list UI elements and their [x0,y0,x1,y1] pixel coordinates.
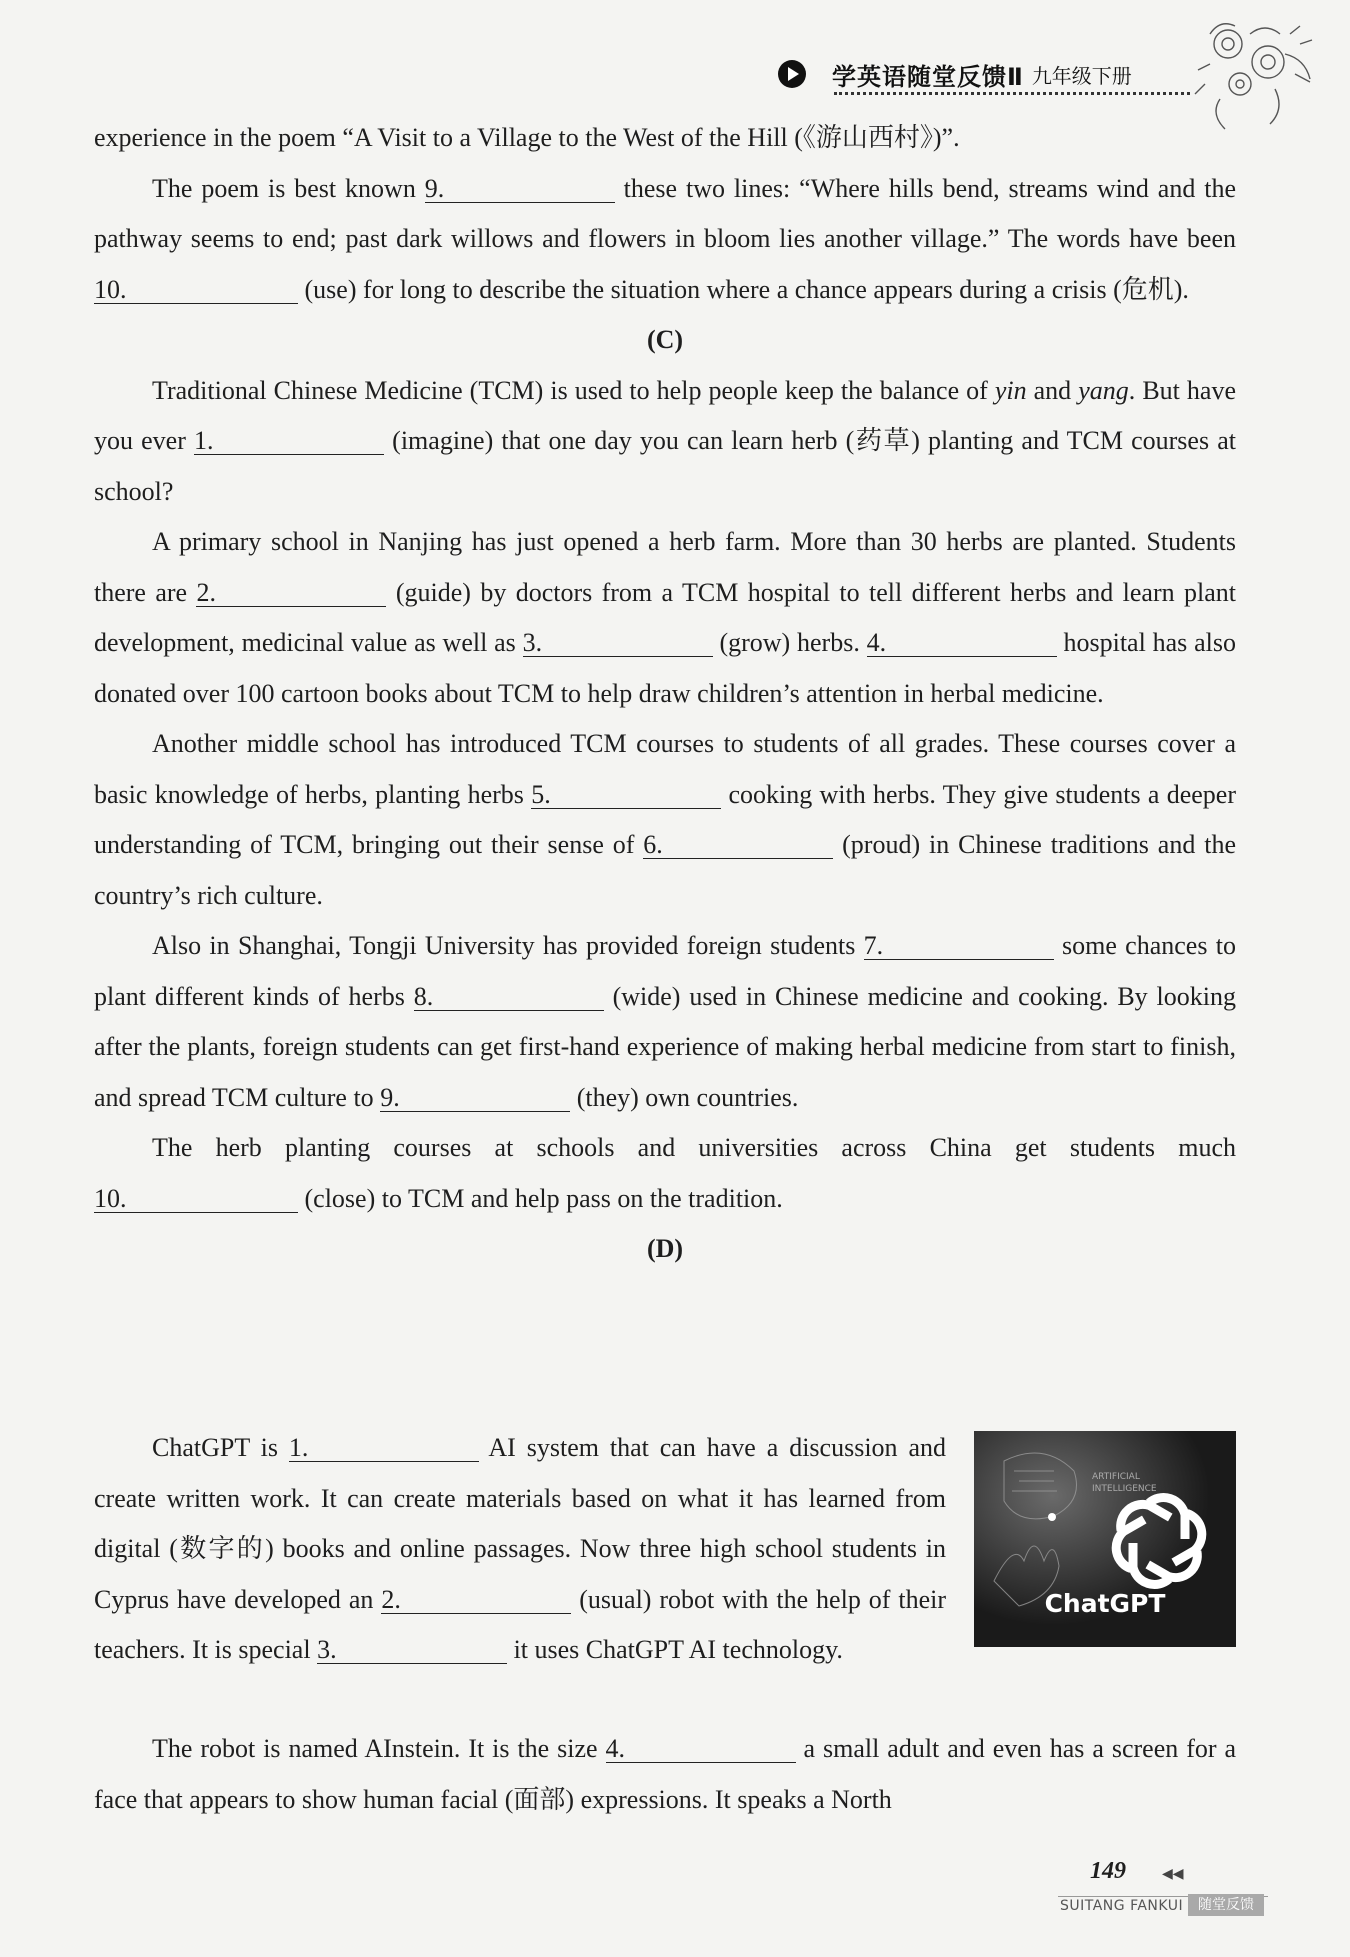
text-run: some chances to plant different kinds of herbs [94,931,1236,1011]
text-run: Another middle school has introduced TCM courses to students of all grades. These courses cover a basic knowledge of herbs, planting herbs [94,729,1236,809]
text-run: The herb planting courses at schools and universities across China get students much [152,1133,1236,1162]
blank-b10[interactable]: 10. [94,277,298,304]
text-run: these two lines: “Where hills bend, streams wind and the pathway seems to end; past dark willows and flowers in bloom lies another village.” The words have been [94,173,1236,253]
svg-text:INTELLIGENCE: INTELLIGENCE [1092,1484,1157,1494]
term-yin: yin [994,375,1027,405]
play-icon [778,60,806,88]
chatgpt-label: ChatGPT [1044,1589,1166,1618]
blank-c9[interactable]: 9. [380,1085,570,1112]
blank-d3[interactable]: 3. [317,1637,507,1664]
blank-c4[interactable]: 4. [867,630,1057,657]
blank-c5[interactable]: 5. [531,782,721,809]
section-d-heading: (D) [646,1234,684,1263]
text-run: it uses ChatGPT AI technology. [507,1635,843,1664]
text-run: (they) own countries. [570,1082,799,1112]
blank-c1[interactable]: 1. [194,428,384,455]
text-run: cooking with herbs. They give students a deeper understanding of TCM, bringing out their sense of [94,779,1236,859]
text-run: (guide) by doctors from a TCM hospital to tell different herbs and learn plant development, medicinal value as well as [94,577,1236,657]
text-run: (close) to TCM and help pass on the tradition. [298,1183,783,1213]
blank-d4[interactable]: 4. [606,1736,796,1763]
b-paragraph-1: experience in the poem “A Visit to a Village to the West of the Hill (《游山西村》)”. [94,123,960,152]
text-run: (proud) in Chinese traditions and the country’s rich culture. [94,830,1236,910]
blank-c3[interactable]: 3. [523,630,713,657]
book-subtitle: 九年级下册 [1031,63,1132,88]
footer-series: SUITANG FANKUI [1060,1898,1184,1914]
text-run: (imagine) that one day you can learn herb (药草) planting and TCM courses at school? [94,426,1236,506]
c-paragraph-3 [94,719,1236,921]
double-arrow-icon: ◀◀ [1162,1867,1184,1882]
footer-series-cn: 随堂反馈 [1188,1894,1264,1916]
text-run: ChatGPT is [152,1433,289,1462]
page-header [778,54,1132,94]
blank-c8[interactable]: 8. [414,984,604,1011]
svg-text:ARTIFICIAL: ARTIFICIAL [1092,1472,1140,1482]
c-paragraph-4 [94,921,1236,1123]
c-paragraph-1 [94,366,1236,518]
d-paragraph-2 [94,1724,1236,1825]
text-run: hospital has also donated over 100 cartoon books about TCM to help draw children’s attention in herbal medicine. [94,628,1236,708]
blank-d1[interactable]: 1. [289,1435,479,1462]
blank-c10[interactable]: 10. [94,1186,298,1213]
text-run: (use) for long to describe the situation where a chance appears during a crisis (危机). [298,274,1189,304]
blank-c7[interactable]: 7. [864,933,1054,960]
passage-text [94,113,1236,1275]
section-d-second-paragraph [94,1724,1236,1825]
text-run: and [1026,375,1079,405]
section-d-first-paragraph [94,1423,946,1676]
text-run: Also in Shanghai, Tongji University has provided foreign students [152,931,864,960]
page-number: 149 [1090,1858,1126,1884]
c-paragraph-2 [94,517,1236,719]
header-divider [834,92,1190,95]
text-run: . But have you ever [94,375,1236,455]
blank-b9[interactable]: 9. [425,176,615,203]
text-run: The robot is named AInstein. It is the size [152,1734,606,1763]
b-paragraph-2 [94,164,1236,316]
text-run: Traditional Chinese Medicine (TCM) is used to help people keep the balance of [152,375,995,405]
text-run: a small adult and even has a screen for a face that appears to show human facial (面部) expressions. It speaks a North [94,1734,1236,1814]
text-run: A primary school in Nanjing has just opened a herb farm. More than 30 herbs are planted. Students there are [94,527,1236,607]
blank-d2[interactable]: 2. [381,1587,571,1614]
text-run: (wide) used in Chinese medicine and cooking. By looking after the plants, foreign students can get first-hand experience of making herbal medicine from start to finish, and spread TCM culture to [94,981,1236,1112]
text-run: The poem is best known [152,173,425,203]
term-yang: yang [1078,375,1129,405]
text-run: (usual) robot with the help of their teachers. It is special [94,1584,946,1664]
c-paragraph-5 [94,1123,1236,1224]
section-c-heading: (C) [646,325,684,354]
blank-c2[interactable]: 2. [196,580,386,607]
text-run: (grow) herbs. [712,628,867,657]
book-title: 学英语随堂反馈Ⅱ [832,62,1024,91]
chatgpt-image [974,1431,1236,1647]
text-run: AI system that can have a discussion and create written work. It can create materials based on what it has learned from digital (数字的) books and online passages. Now three high school students in Cyprus have developed an [94,1433,946,1614]
d-paragraph-1 [94,1423,946,1676]
blank-c6[interactable]: 6. [643,832,833,859]
